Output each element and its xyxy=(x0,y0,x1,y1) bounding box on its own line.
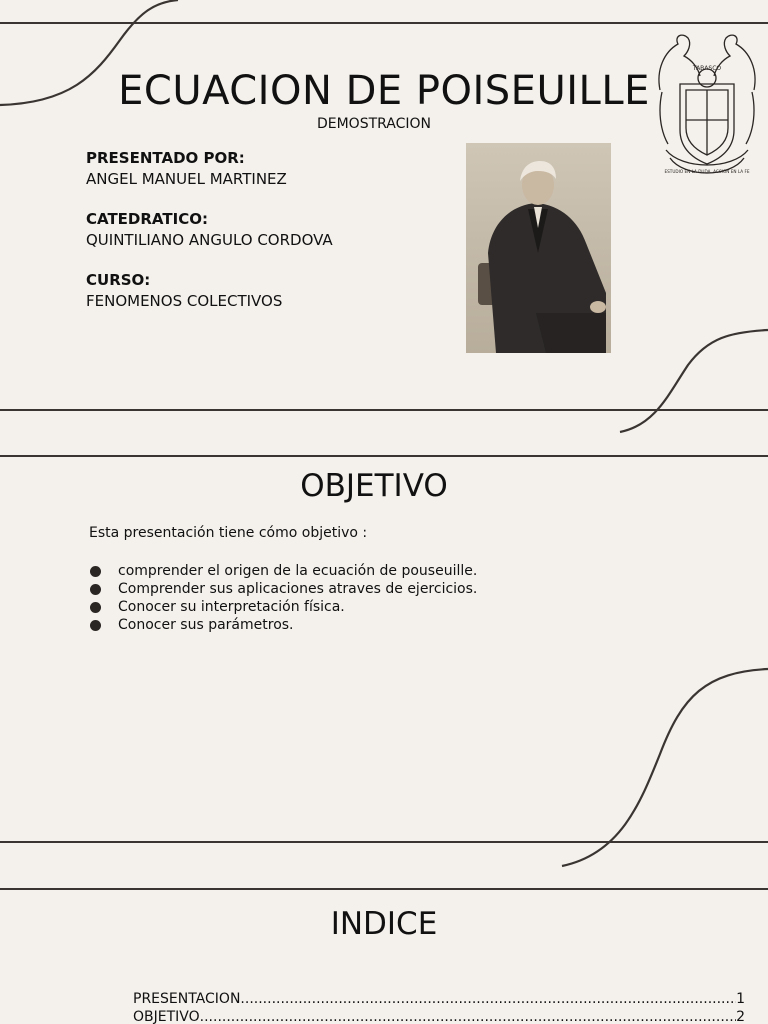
bullet-icon xyxy=(90,620,101,631)
top-rule xyxy=(0,455,768,457)
objective-intro: Esta presentación tiene cómo objetivo : xyxy=(89,525,368,541)
section-title: OBJETIVO xyxy=(300,468,448,504)
bottom-rule xyxy=(0,409,768,411)
course-value: FENOMENOS COLECTIVOS xyxy=(86,292,283,310)
list-item-text: Conocer sus parámetros. xyxy=(118,617,294,633)
professor-label: CATEDRATICO: xyxy=(86,210,208,228)
bullet-icon xyxy=(90,566,101,577)
presented-by-label: PRESENTADO POR: xyxy=(86,149,245,167)
course-label: CURSO: xyxy=(86,271,151,289)
toc-leader xyxy=(200,1008,736,1024)
toc-row[interactable] xyxy=(133,990,745,1008)
toc-page: 2 xyxy=(736,1009,745,1024)
bullet-icon xyxy=(90,584,101,595)
presentation-info xyxy=(86,148,333,331)
seal-text-bottom: ESTUDIO EN LA DUDA. ACCION EN LA FE xyxy=(664,169,750,174)
seal-text-top: TABASCO xyxy=(692,65,722,72)
section-title: INDICE xyxy=(330,906,438,942)
page-subtitle: DEMOSTRACION xyxy=(316,116,432,132)
top-rule xyxy=(0,22,768,24)
page-title: ECUACION DE POISEUILLE xyxy=(118,68,650,114)
top-rule xyxy=(0,888,768,890)
university-seal-icon xyxy=(652,30,762,180)
toc-row[interactable] xyxy=(133,1008,745,1024)
list-item xyxy=(89,580,477,598)
slide-title xyxy=(0,0,768,434)
professor-value: QUINTILIANO ANGULO CORDOVA xyxy=(86,231,333,249)
portrait-photo-icon xyxy=(466,143,611,353)
bottom-rule xyxy=(0,841,768,843)
list-item-text: Comprender sus aplicaciones atraves de ejercicios. xyxy=(118,581,478,597)
toc-label: OBJETIVO xyxy=(133,1009,200,1024)
list-item-text: Conocer su interpretación física. xyxy=(118,599,345,615)
toc-label: PRESENTACION xyxy=(133,991,241,1007)
objective-list xyxy=(89,562,477,634)
table-of-contents xyxy=(133,990,745,1024)
list-item xyxy=(89,598,477,616)
presented-by-value: ANGEL MANUEL MARTINEZ xyxy=(86,170,287,188)
slide-index xyxy=(0,868,768,1024)
bullet-icon xyxy=(90,602,101,613)
toc-page: 1 xyxy=(736,991,745,1007)
slide-objective xyxy=(0,434,768,868)
list-item-text: comprender el origen de la ecuación de pouseuille. xyxy=(118,563,478,579)
list-item xyxy=(89,562,477,580)
toc-leader xyxy=(240,990,736,1008)
list-item xyxy=(89,616,477,634)
